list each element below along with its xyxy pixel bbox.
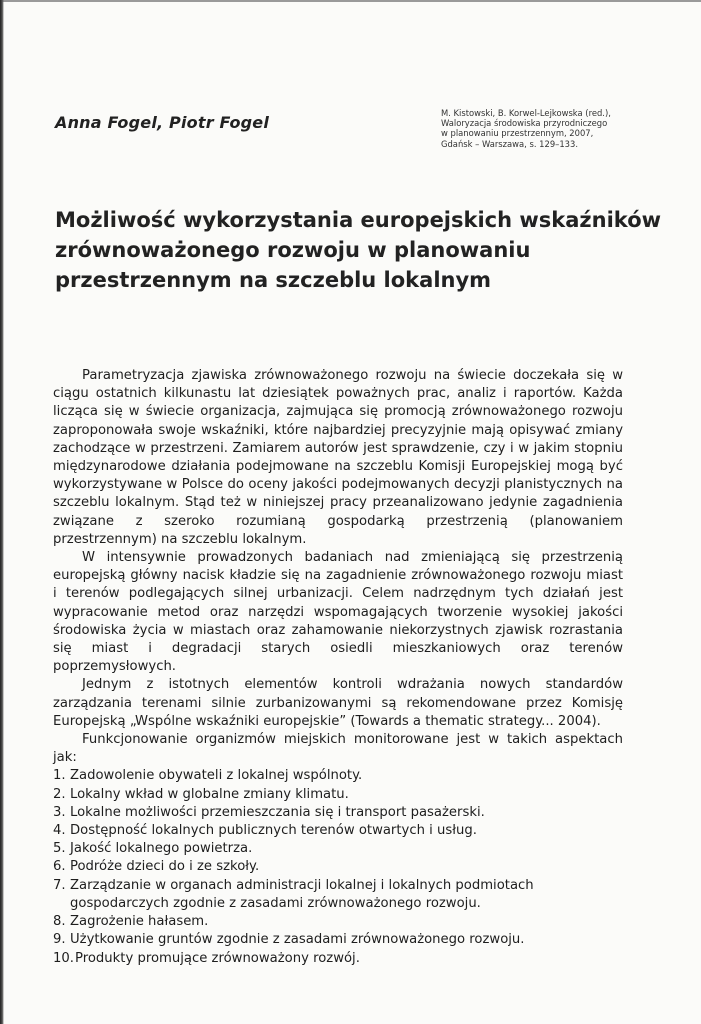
- list-item: [53, 858, 623, 876]
- list-item: [53, 931, 623, 949]
- title-line: przestrzennym na szczeblu lokalnym: [55, 268, 492, 292]
- list-number: 3.: [53, 804, 66, 820]
- source-line: Gdańsk – Warszawa, s. 129–133.: [441, 138, 578, 149]
- list-text: Lokalny wkład w globalne zmiany klimatu.: [70, 786, 349, 802]
- aspects-list: [53, 767, 623, 967]
- list-text: Użytkowanie gruntów zgodnie z zasadami zrównoważonego rozwoju.: [70, 932, 525, 948]
- body-paragraph: W intensywnie prowadzonych badaniach nad zmieniającą się przestrzenią europejską główny nacisk kładzie się na zagadnienie zrównoważonego rozwoju miast i terenów podlegających silnej urbanizacji. Celem nadrzędnym tych działań jest wypracowanie metod oraz narzędzi wspomagających tworzenie wysokiej jakości środowiska życia w miastach oraz zahamowanie niekorzystnych zjawisk rozrastania się miast i degradacji starych osiedli mieszkaniowych oraz terenów poprzemysłowych.: [53, 550, 623, 675]
- source-citation: [441, 108, 641, 149]
- list-number: 7.: [53, 877, 66, 893]
- scan-binding-edge: [0, 0, 4, 1024]
- list-item: [53, 840, 623, 858]
- article-authors: Anna Fogel, Piotr Fogel: [55, 113, 270, 132]
- list-number: 9.: [53, 932, 66, 948]
- article-title: [55, 205, 662, 295]
- title-line: zrównoważonego rozwoju w planowaniu: [55, 238, 531, 262]
- title-line: Możliwość wykorzystania europejskich wskaźników: [55, 208, 662, 232]
- list-number: 8.: [53, 914, 66, 930]
- list-number: 1.: [53, 768, 66, 784]
- list-text: Zagrożenie hałasem.: [70, 914, 209, 930]
- page-top-edge: [0, 0, 701, 2]
- list-number: 2.: [53, 786, 66, 802]
- body-paragraph: Parametryzacja zjawiska zrównoważonego rozwoju na świecie doczekała się w ciągu ostatnich kilkunastu lat dziesiątek poważnych prac, analiz i raportów. Każda licząca się w świecie organizacja, zajmująca się promocją zrównoważonego rozwoju zaproponowała swoje wskaźniki, które najbardziej precyzyjnie mają opisywać zmiany zachodzące w przestrzeni. Zamiarem autorów jest sprawdzenie, czy i w jakim stopniu międzynarodowe działania podejmowane na szczeblu Komisji Europejskiej mogą być wykorzystywane w Polsce do oceny jakości podejmowanych decyzji planistycznych na szczeblu lokalnym. Stąd też w niniejszej pracy przeanalizowano jedynie zagadnienia związane z szeroko rozumianą gospodarką przestrzenią (planowaniem przestrzennym) na szczeblu lokalnym.: [53, 368, 623, 547]
- list-item: [53, 913, 623, 931]
- list-number: 4.: [53, 823, 66, 839]
- body-paragraph: Jednym z istotnych elementów kontroli wdrażania nowych standardów zarządzania terenami silnie zurbanizowanymi są rekomendowane przez Komisję Europejską „Wspólne wskaźniki europejskie” (Towards a thematic strategy... 2004).: [53, 677, 623, 729]
- list-item: [53, 950, 623, 968]
- list-number: 5.: [53, 841, 66, 857]
- article-body: [53, 367, 623, 968]
- list-item: [53, 822, 623, 840]
- list-text: Dostępność lokalnych publicznych terenów otwartych i usług.: [70, 823, 477, 839]
- body-paragraph: Funkcjonowanie organizmów miejskich monitorowane jest w takich aspektach jak:: [53, 732, 623, 766]
- list-number: 6.: [53, 859, 66, 875]
- list-text: Produkty promujące zrównoważony rozwój.: [75, 950, 360, 966]
- list-text: Zarządzanie w organach administracji lokalnej i lokalnych podmiotach gospodarczych zgodnie z zasadami zrównoważonego rozwoju.: [70, 877, 534, 911]
- list-text: Zadowolenie obywateli z lokalnej wspólnoty.: [70, 768, 363, 784]
- list-item: [53, 786, 623, 804]
- source-line: M. Kistowski, B. Korwel-Lejkowska (red.),: [441, 108, 611, 118]
- source-line: w planowaniu przestrzennym, 2007,: [441, 128, 594, 139]
- source-line: Waloryzacja środowiska przyrodniczego: [441, 118, 608, 129]
- list-item: [53, 877, 623, 913]
- list-item: [53, 804, 623, 822]
- list-number: 10.: [53, 950, 74, 966]
- list-text: Lokalne możliwości przemieszczania się i transport pasażerski.: [70, 804, 485, 820]
- list-text: Podróże dzieci do i ze szkoły.: [70, 859, 260, 875]
- list-text: Jakość lokalnego powietrza.: [70, 841, 253, 857]
- list-item: [53, 767, 623, 785]
